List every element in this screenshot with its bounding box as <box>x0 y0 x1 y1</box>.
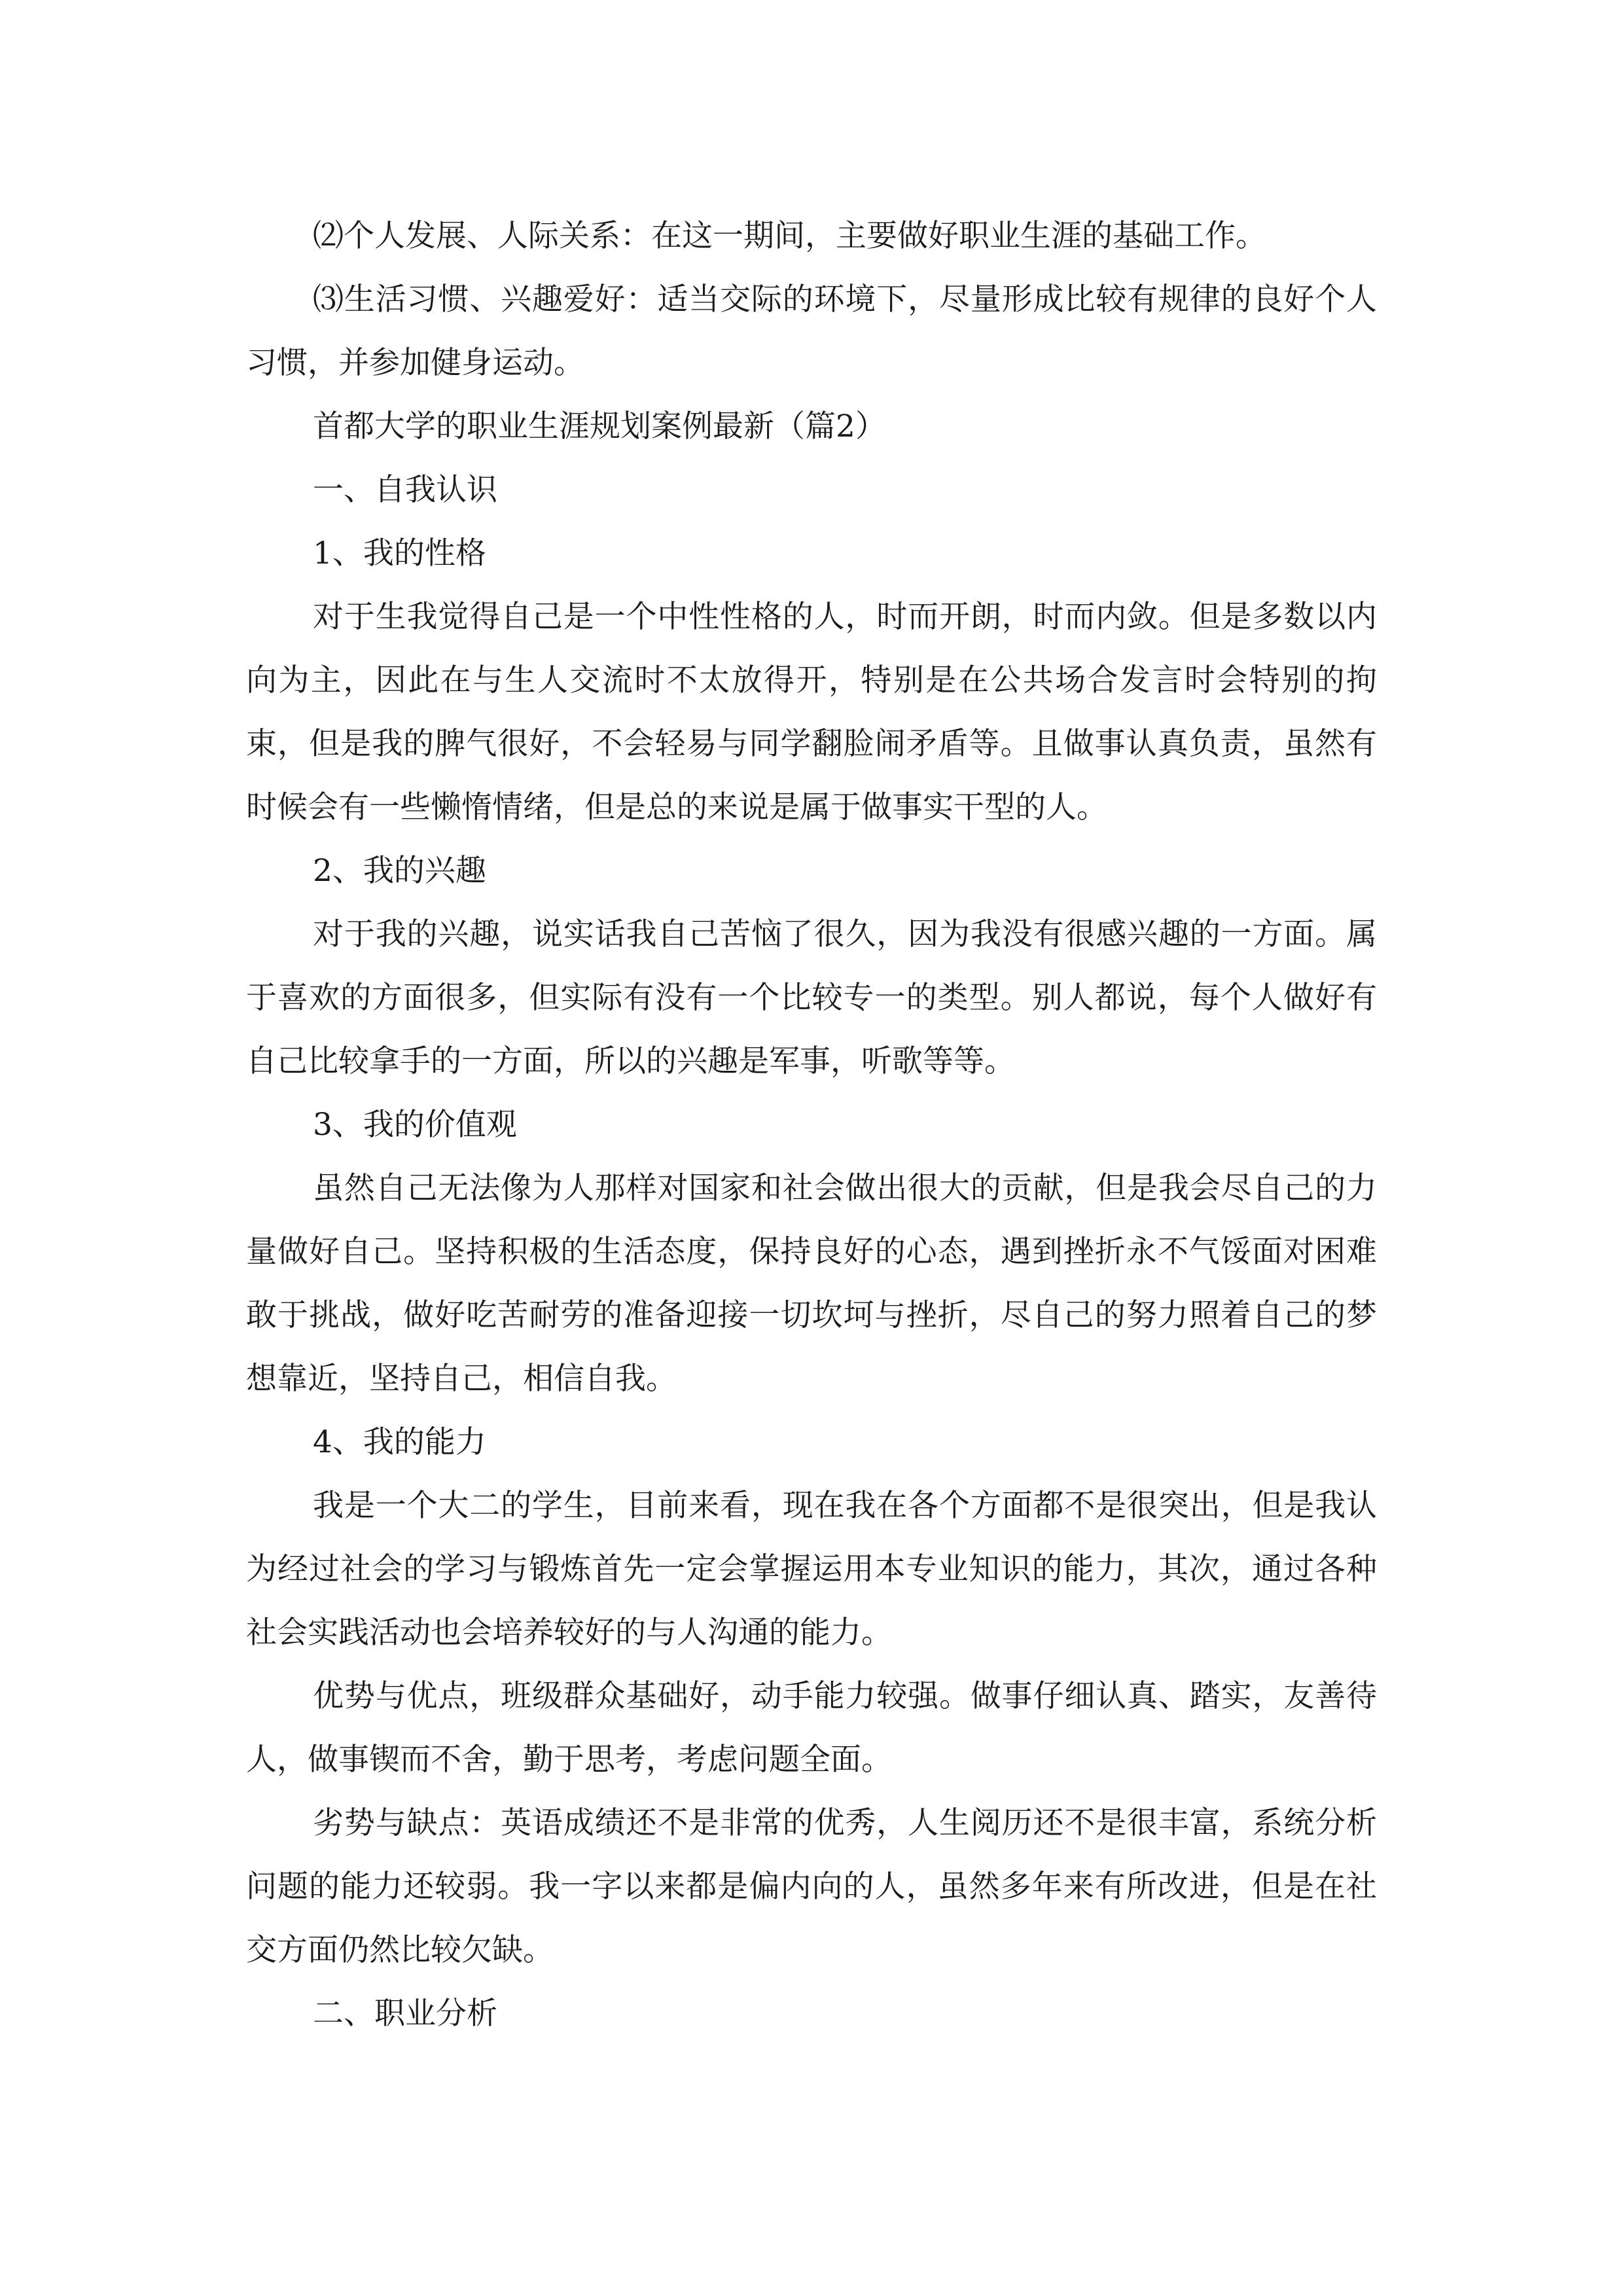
heading-career-analysis: 二、职业分析 <box>313 1996 497 2032</box>
subheading-abilities: 4、我的能力 <box>313 1424 486 1460</box>
paragraph-weaknesses: 劣势与缺点：英语成绩还不是非常的优秀，人生阅历还不是很丰富，系统分析问题的能力还较弱。我一字以来都是偏内向的人，虽然多年来有所改进，但是在社交方面仍然比较欠缺。 <box>246 1805 1377 1968</box>
paragraph-values: 虽然自己无法像为人那样对国家和社会做出很大的贡献，但是我会尽自己的力量做好自己。坚持积极的生活态度，保持良好的心态，遇到挫折永不气馁面对困难敢于挑战，做好吃苦耐劳的准备迎接一切坎坷与挫折，尽自己的努力照着自己的梦想靠近，坚持自己，相信自我。 <box>246 1170 1377 1397</box>
paragraph-personality: 对于生我觉得自己是一个中性性格的人，时而开朗，时而内敛。但是多数以内向为主，因此在与生人交流时不太放得开，特别是在公共场合发言时会特别的拘束，但是我的脾气很好，不会轻易与同学翻脸闹矛盾等。且做事认真负责，虽然有时候会有一些懒惰情绪，但是总的来说是属于做事实干型的人。 <box>246 599 1377 825</box>
paragraph-strengths: 优势与优点，班级群众基础好，动手能力较强。做事仔细认真、踏实，友善待人，做事锲而不舍，勤于思考，考虑问题全面。 <box>246 1678 1377 1778</box>
section-title-part-2: 首都大学的职业生涯规划案例最新（篇2） <box>313 408 886 444</box>
paragraph-personal-development: ⑵个人发展、人际关系：在这一期间，主要做好职业生涯的基础工作。 <box>313 218 1266 254</box>
paragraph-interests: 对于我的兴趣，说实话我自己苦恼了很久，因为我没有很感兴趣的一方面。属于喜欢的方面很多，但实际有没有一个比较专一的类型。别人都说，每个人做好有自己比较拿手的一方面，所以的兴趣是军事，听歌等等。 <box>246 916 1377 1079</box>
subheading-interests: 2、我的兴趣 <box>313 853 486 889</box>
paragraph-living-habits: ⑶生活习惯、兴趣爱好：适当交际的环境下，尽量形成比较有规律的良好个人习惯，并参加健身运动。 <box>246 281 1377 381</box>
subheading-personality: 1、我的性格 <box>313 535 486 571</box>
heading-self-awareness: 一、自我认识 <box>313 472 497 508</box>
document-body <box>246 204 1377 2045</box>
subheading-values: 3、我的价值观 <box>313 1107 517 1143</box>
paragraph-abilities: 我是一个大二的学生，目前来看，现在我在各个方面都不是很突出，但是我认为经过社会的学习与锻炼首先一定会掌握运用本专业知识的能力，其次，通过各种社会实践活动也会培养较好的与人沟通的能力。 <box>246 1488 1377 1651</box>
